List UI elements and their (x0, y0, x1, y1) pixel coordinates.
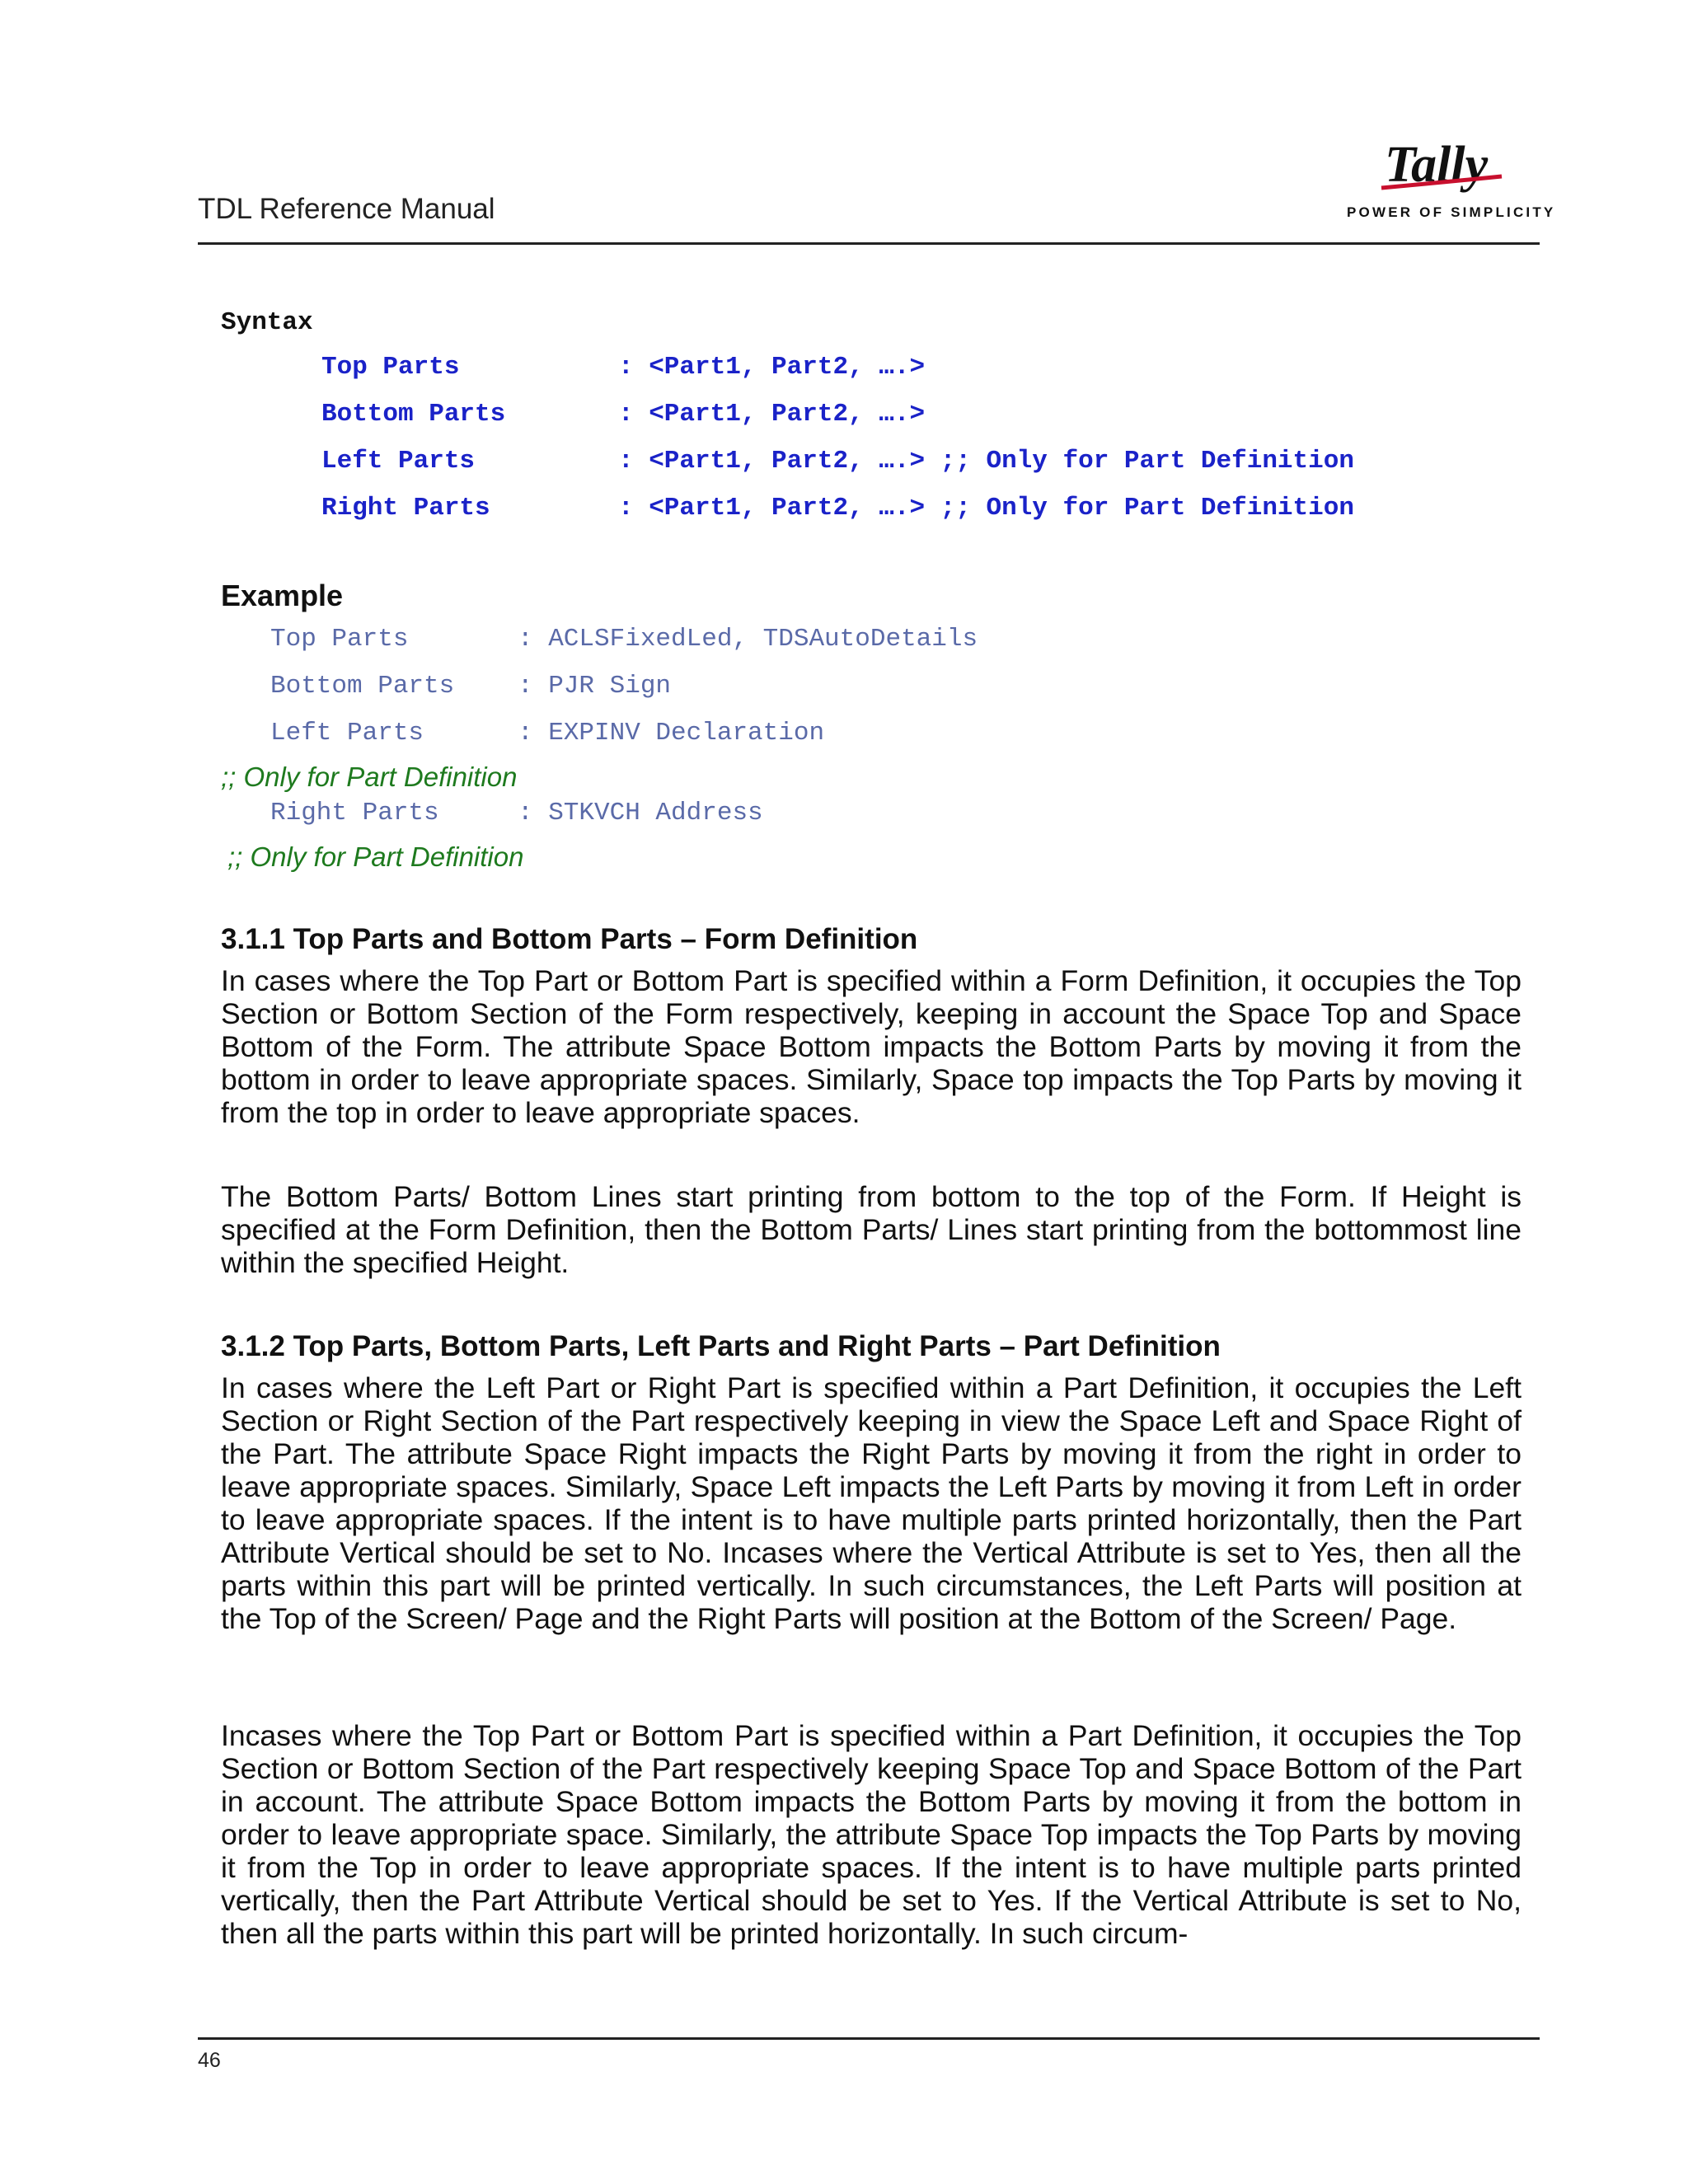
syntax-value: : <Part1, Part2, ….> (618, 400, 926, 429)
svg-text:Tally: Tally (1385, 137, 1489, 193)
example-value: : ACLSFixedLed, TDSAutoDetails (518, 625, 978, 654)
example-row (270, 625, 978, 658)
footer-rule (198, 2037, 1540, 2040)
example-heading: Example (221, 579, 344, 612)
example-value: : PJR Sign (518, 672, 672, 701)
header-rule (198, 242, 1540, 245)
syntax-value: : <Part1, Part2, ….> ;; Only for Part Definition (618, 447, 1354, 476)
section-paragraph: Incases where the Top Part or Bottom Part is specified within a Part Definition, it occupies the Top Section or Bottom Section of the Part respectively keeping Space Top and Space Bottom of the Part in account. The attribute Space Bottom impacts the Bottom Parts by moving it from the bottom in order to leave appropriate space. Similarly, the attribute Space Top impacts the Top Parts by moving it from the Top in order to leave appropriate spaces. If the intent is to have multiple parts printed vertically, then the Part Attribute Vertical should be set to Yes. If the Vertical Attribute is set to No, then all the parts within this part will be printed horizontally. In such circum- (221, 1719, 1522, 1950)
example-attribute: Bottom Parts (270, 672, 455, 701)
syntax-attribute: Bottom Parts (321, 400, 506, 429)
example-comment: ;; Only for Part Definition (227, 841, 524, 872)
example-value: : STKVCH Address (518, 799, 763, 827)
running-header-title: TDL Reference Manual (198, 193, 495, 225)
page-number: 46 (198, 2049, 221, 2072)
syntax-heading: Syntax (221, 308, 313, 337)
example-row (270, 799, 763, 832)
section-paragraph: In cases where the Left Part or Right Part is specified within a Part Definition, it occupies the Left Section or Right Section of the Part respectively keeping in view the Space Left and Space Right of the Part. The attribute Space Right impacts the Right Parts by moving it from the right in order to leave appropriate spaces. Similarly, Space Left impacts the Left Parts by moving it from Left in order to leave appropriate spaces. If the intent is to have multiple parts printed horizontally, then the Part Attribute Vertical should be set to No. Incases where the Vertical Attribute is set to Yes, then all the parts within this part will be printed vertically. In such circumstances, the Left Parts will position at the Top of the Screen/ Page and the Right Parts will position at the Bottom of the Screen/ Page. (221, 1371, 1522, 1635)
example-comment: ;; Only for Part Definition (221, 762, 518, 792)
section-heading: 3.1.1 Top Parts and Bottom Parts – Form Definition (221, 923, 918, 955)
syntax-attribute: Top Parts (321, 353, 460, 382)
example-attribute: Top Parts (270, 625, 409, 654)
syntax-attribute: Left Parts (321, 447, 476, 476)
section-paragraph: The Bottom Parts/ Bottom Lines start printing from bottom to the top of the Form. If Height is specified at the Form Definition, then the Bottom Parts/ Lines start printing from the bottommost line within the specified Height. (221, 1180, 1522, 1279)
syntax-attribute: Right Parts (321, 494, 490, 523)
syntax-row (321, 447, 1354, 480)
example-attribute: Left Parts (270, 719, 424, 748)
syntax-row (321, 353, 926, 386)
example-row (270, 719, 825, 752)
example-attribute: Right Parts (270, 799, 439, 827)
logo-tagline: POWER OF SIMPLICITY (1347, 204, 1556, 220)
example-value: : EXPINV Declaration (518, 719, 825, 748)
example-row (270, 672, 672, 705)
section-paragraph: In cases where the Top Part or Bottom Part is specified within a Form Definition, it occupies the Top Section or Bottom Section of the Form respectively, keeping in account the Space Top and Space Bottom of the Form. The attribute Space Bottom impacts the Bottom Parts by moving it from the bottom in order to leave appropriate spaces. Similarly, Space top impacts the Top Parts by moving it from the top in order to leave appropriate spaces. (221, 964, 1522, 1129)
syntax-row (321, 494, 1354, 527)
section-heading: 3.1.2 Top Parts, Bottom Parts, Left Parts and Right Parts – Part Definition (221, 1330, 1221, 1362)
syntax-value: : <Part1, Part2, ….> (618, 353, 926, 382)
syntax-value: : <Part1, Part2, ….> ;; Only for Part Definition (618, 494, 1354, 523)
syntax-row (321, 400, 926, 433)
